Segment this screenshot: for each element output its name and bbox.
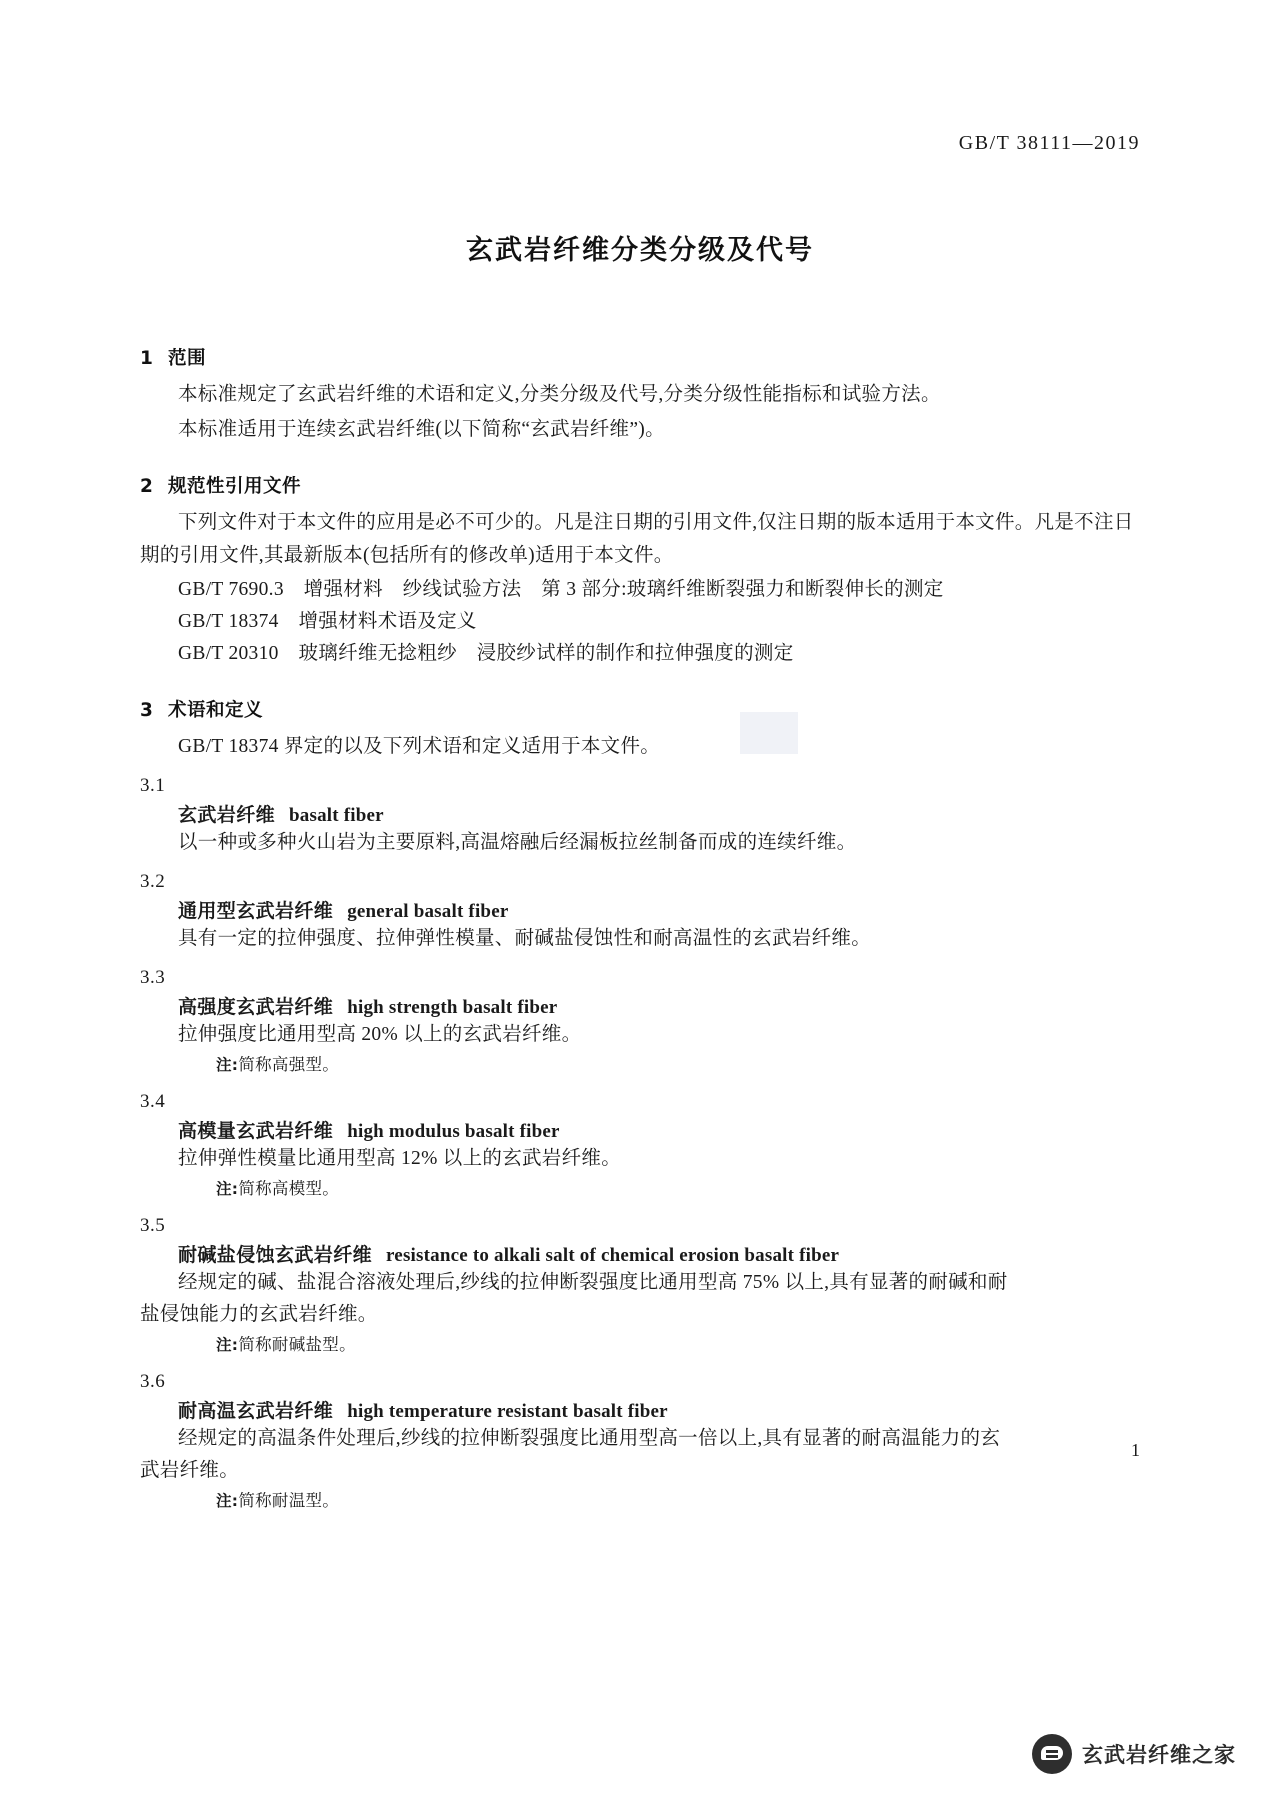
note-text-3-3: 简称高强型。: [238, 1055, 340, 1074]
term-number-3-3: 3.3: [140, 967, 166, 988]
clause-number-3: 3: [140, 700, 154, 721]
term-entry-3-6: [140, 1396, 1140, 1423]
term-entry-3-5: [140, 1240, 1140, 1267]
normative-reference-3: GB/T 20310 玻璃纤维无捻粗纱 浸胶纱试样的制作和拉伸强度的测定: [178, 643, 794, 664]
clause-heading-3: [140, 696, 1140, 722]
term-note-3-4: [140, 1175, 1140, 1203]
term-number-3-4: 3.4: [140, 1091, 166, 1112]
term-en-3-1: basalt fiber: [289, 805, 384, 826]
clause-title-2: 规范性引用文件: [168, 476, 302, 497]
term-number-3-2: 3.2: [140, 871, 166, 892]
term-definition-cont-3-6: 武岩纤维。: [140, 1460, 240, 1481]
clause-1-paragraph-1: 本标准规定了玄武岩纤维的术语和定义,分类分级及代号,分类分级性能指标和试验方法。: [178, 384, 941, 405]
term-definition-3-6: 经规定的高温条件处理后,纱线的拉伸断裂强度比通用型高一倍以上,具有显著的耐高温能力的玄: [178, 1428, 1001, 1449]
clause-number-1: 1: [140, 348, 154, 369]
term-cn-3-3: 高强度玄武岩纤维: [178, 996, 334, 1018]
term-en-3-6: high temperature resistant basalt fiber: [347, 1401, 668, 1422]
document-body: [140, 318, 1140, 1515]
note-text-3-6: 简称耐温型。: [238, 1491, 340, 1510]
term-definition-3-5: 经规定的碱、盐混合溶液处理后,纱线的拉伸断裂强度比通用型高 75% 以上,具有显著的耐碱和耐: [178, 1272, 1008, 1293]
clause-title-3: 术语和定义: [168, 700, 264, 721]
term-cn-3-1: 玄武岩纤维: [178, 804, 276, 826]
term-entry-3-1: [140, 800, 1140, 827]
footer-credit: [1032, 1734, 1236, 1774]
note-text-3-5: 简称耐碱盐型。: [238, 1335, 356, 1354]
note-label-3-5: 注:: [216, 1336, 239, 1354]
page-number: 1: [1131, 1440, 1140, 1460]
term-definition-cont-3-5: 盐侵蚀能力的玄武岩纤维。: [140, 1304, 378, 1325]
note-label-3-4: 注:: [216, 1180, 239, 1198]
clause-1-paragraph-2: 本标准适用于连续玄武岩纤维(以下简称“玄武岩纤维”)。: [178, 419, 665, 440]
normative-reference-2: GB/T 18374 增强材料术语及定义: [178, 611, 477, 632]
term-cn-3-4: 高模量玄武岩纤维: [178, 1120, 334, 1142]
term-entry-3-3: [140, 992, 1140, 1019]
term-cn-3-5: 耐碱盐侵蚀玄武岩纤维: [178, 1244, 373, 1266]
term-definition-3-3: 拉伸强度比通用型高 20% 以上的玄武岩纤维。: [178, 1024, 582, 1045]
term-definition-3-2: 具有一定的拉伸强度、拉伸弹性模量、耐碱盐侵蚀性和耐高温性的玄武岩纤维。: [178, 928, 872, 949]
standard-code-header: GB/T 38111—2019: [958, 132, 1140, 154]
term-cn-3-6: 耐高温玄武岩纤维: [178, 1400, 334, 1422]
term-en-3-5: resistance to alkali salt of chemical erosion basalt fiber: [386, 1245, 840, 1266]
term-en-3-2: general basalt fiber: [347, 901, 509, 922]
term-note-3-5: [140, 1331, 1140, 1359]
note-text-3-4: 简称高模型。: [238, 1179, 340, 1198]
term-number-3-5: 3.5: [140, 1215, 166, 1236]
watermark-block: [740, 712, 798, 754]
document-title: 玄武岩纤维分类分级及代号: [466, 235, 814, 266]
term-note-3-6: [140, 1487, 1140, 1515]
wechat-logo-icon: [1032, 1734, 1072, 1774]
footer-account-name: 玄武岩纤维之家: [1082, 1743, 1236, 1767]
term-number-3-1: 3.1: [140, 775, 166, 796]
note-label-3-3: 注:: [216, 1056, 239, 1074]
normative-reference-1: GB/T 7690.3 增强材料 纱线试验方法 第 3 部分:玻璃纤维断裂强力和断裂伸长的测定: [178, 579, 944, 600]
clause-2-paragraph-1: 下列文件对于本文件的应用是必不可少的。凡是注日期的引用文件,仅注日期的版本适用于本文件。凡是不注日期的引用文件,其最新版本(包括所有的修改单)适用于本文件。: [140, 512, 1134, 566]
term-number-3-6: 3.6: [140, 1371, 166, 1392]
term-definition-3-4: 拉伸弹性模量比通用型高 12% 以上的玄武岩纤维。: [178, 1148, 621, 1169]
term-cn-3-2: 通用型玄武岩纤维: [178, 900, 334, 922]
term-definition-3-1: 以一种或多种火山岩为主要原料,高温熔融后经漏板拉丝制备而成的连续纤维。: [178, 832, 857, 853]
term-en-3-4: high modulus basalt fiber: [347, 1121, 560, 1142]
clause-3-paragraph-1: GB/T 18374 界定的以及下列术语和定义适用于本文件。: [178, 736, 661, 757]
term-en-3-3: high strength basalt fiber: [347, 997, 558, 1018]
clause-heading-1: [140, 344, 1140, 370]
clause-heading-2: [140, 472, 1140, 498]
term-note-3-3: [140, 1051, 1140, 1079]
note-label-3-6: 注:: [216, 1492, 239, 1510]
clause-title-1: 范围: [168, 348, 207, 369]
term-entry-3-4: [140, 1116, 1140, 1143]
term-entry-3-2: [140, 896, 1140, 923]
clause-number-2: 2: [140, 476, 154, 497]
